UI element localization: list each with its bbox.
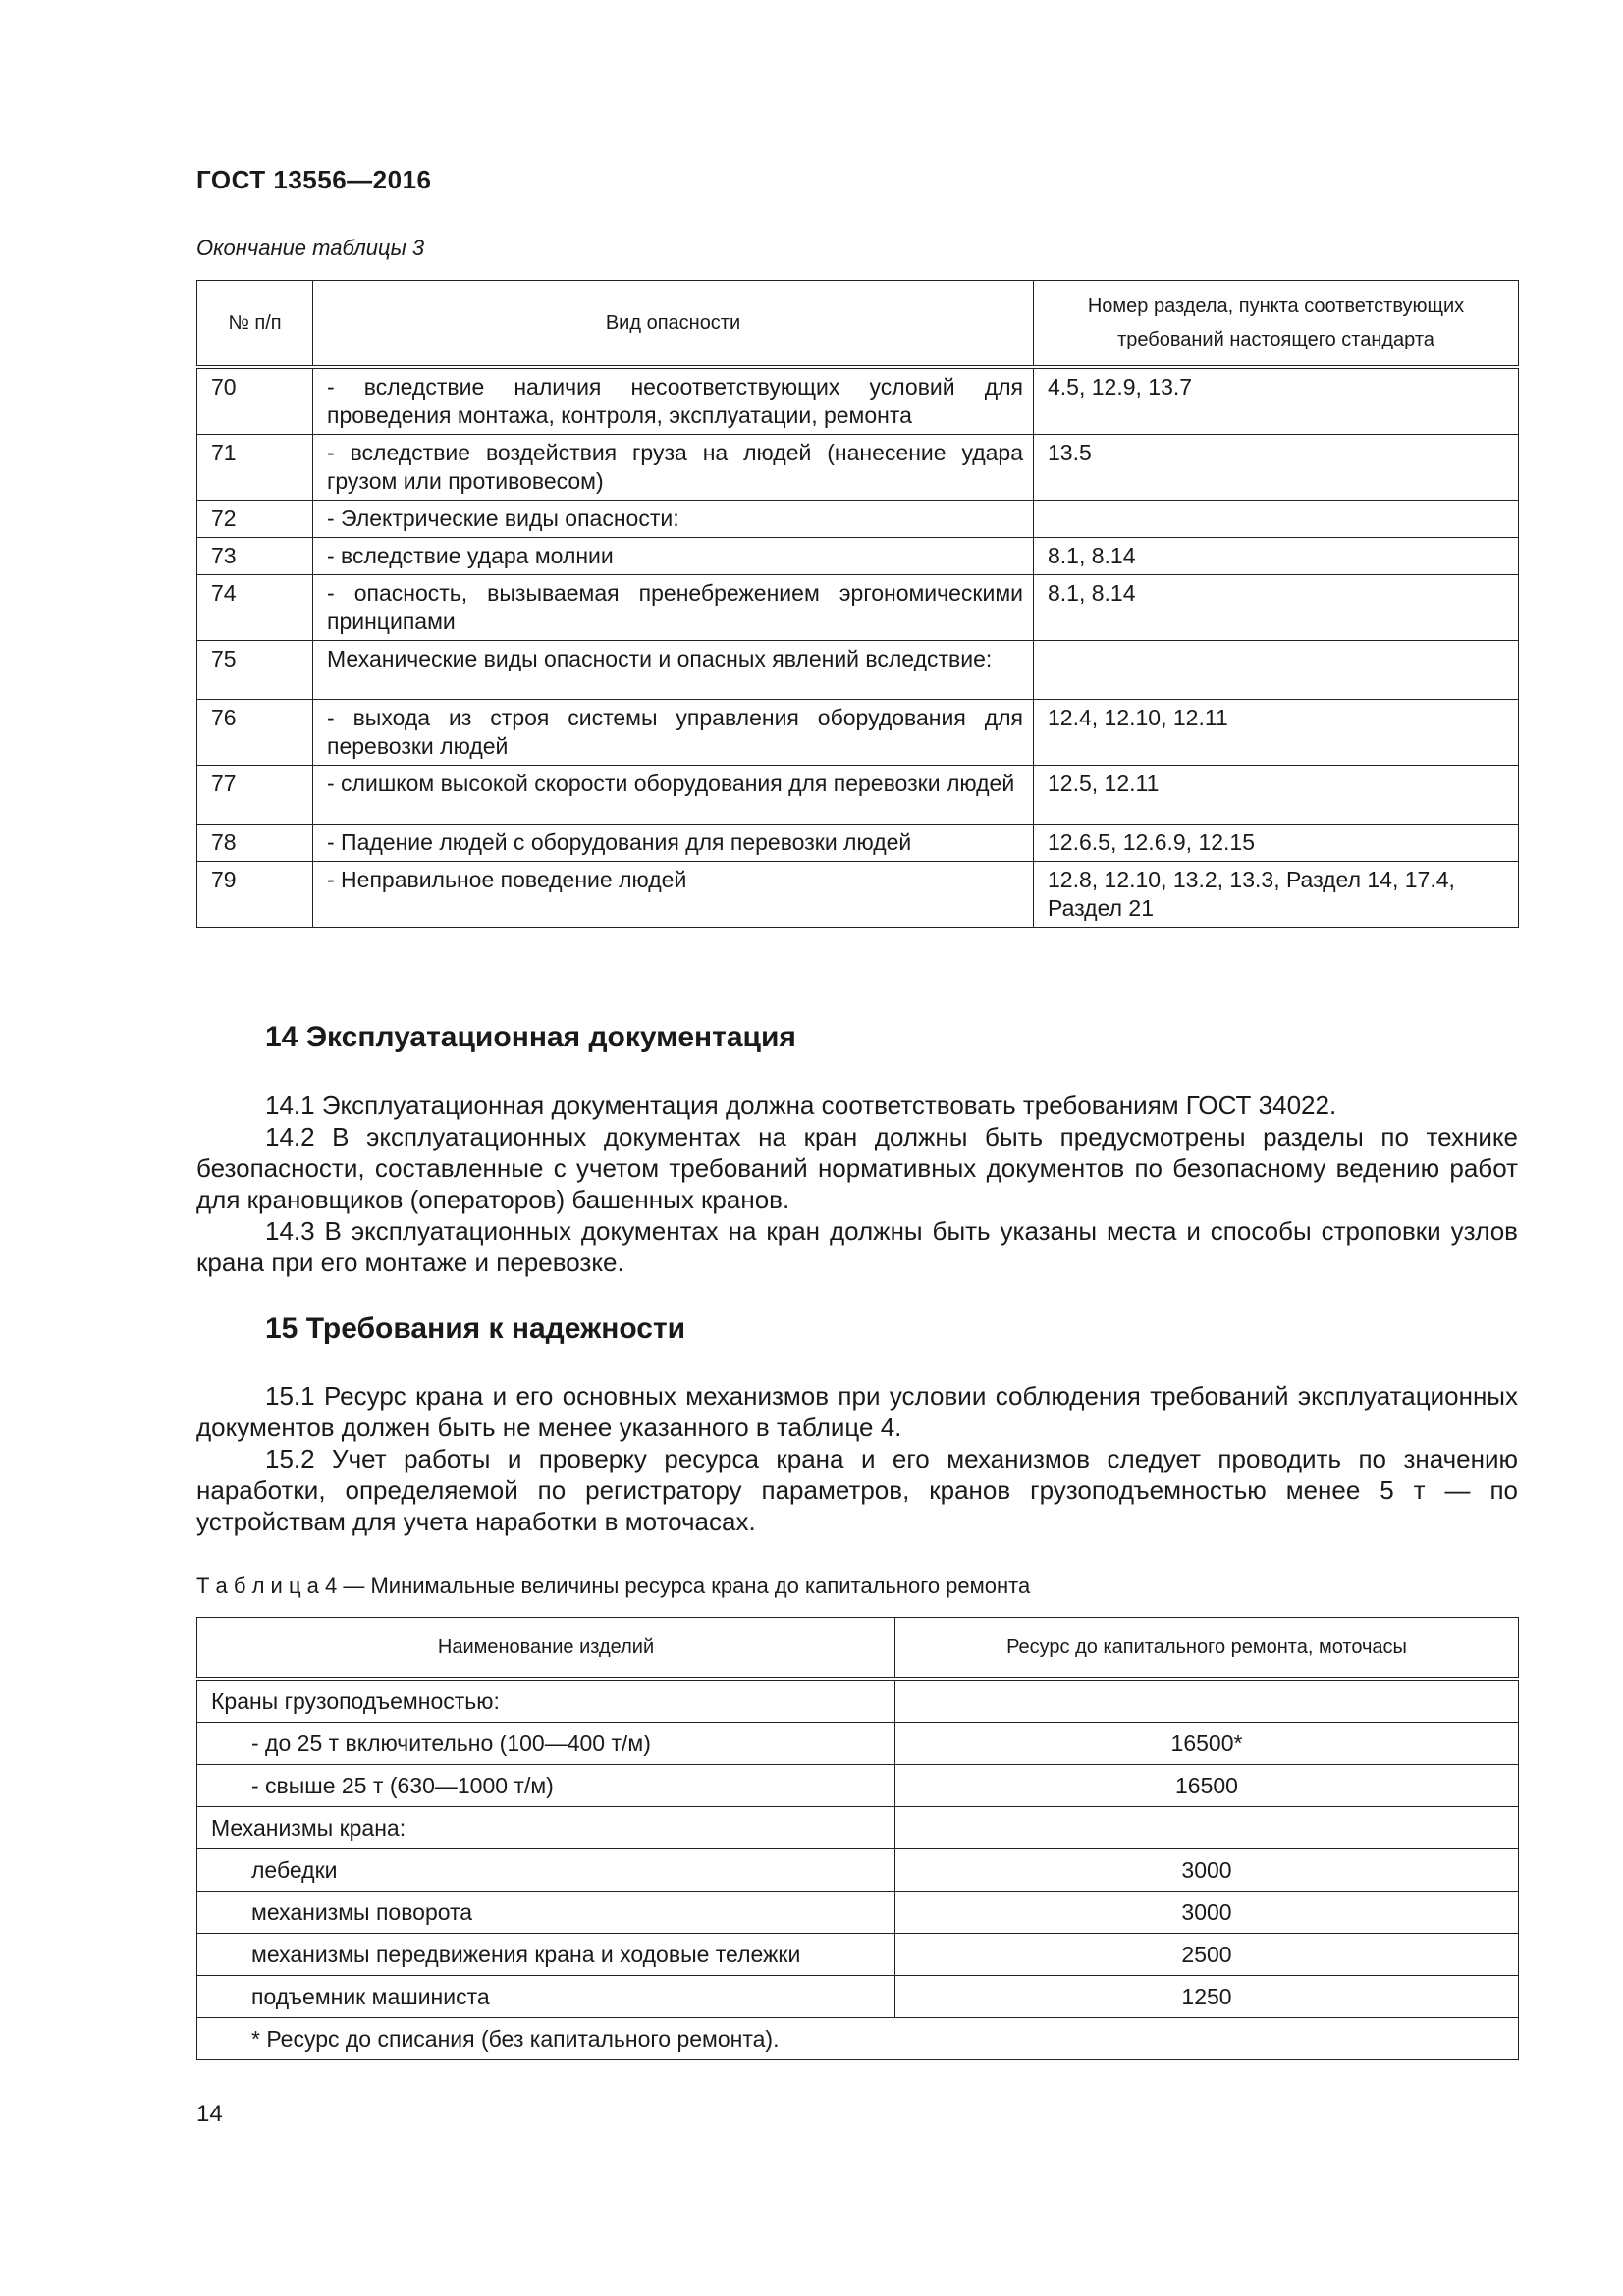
cell-hazard: - вследствие удара молнии bbox=[313, 538, 1034, 575]
section-14-title: 14 Эксплуатационная документация bbox=[265, 1021, 796, 1053]
cell-hazard: - Электрические виды опасности: bbox=[313, 501, 1034, 538]
table-row bbox=[197, 766, 1519, 825]
cell-n: 75 bbox=[197, 641, 313, 700]
cell-value bbox=[895, 1807, 1519, 1849]
table-row bbox=[197, 700, 1519, 766]
table-row bbox=[197, 1976, 1519, 2018]
table-row bbox=[197, 1934, 1519, 1976]
table-row bbox=[197, 435, 1519, 501]
cell-name: - свыше 25 т (630—1000 т/м) bbox=[197, 1765, 895, 1807]
cell-ref: 12.6.5, 12.6.9, 12.15 bbox=[1034, 825, 1519, 862]
col-header-reference: Номер раздела, пункта соответствующих требований настоящего стандарта bbox=[1034, 281, 1519, 368]
cell-name: механизмы поворота bbox=[197, 1892, 895, 1934]
cell-hazard: - вследствие наличия несоответствующих условий для проведения монтажа, контроля, эксплуатации, ремонта bbox=[313, 367, 1034, 435]
cell-hazard: - Падение людей с оборудования для перевозки людей bbox=[313, 825, 1034, 862]
paragraph-14-3: 14.3 В эксплуатационных документах на кран должны быть указаны места и способы строповки узлов крана при его монтаже и перевозке. bbox=[196, 1216, 1518, 1277]
table-3 bbox=[196, 280, 1519, 928]
cell-ref: 4.5, 12.9, 13.7 bbox=[1034, 367, 1519, 435]
cell-ref bbox=[1034, 501, 1519, 538]
table-row bbox=[197, 825, 1519, 862]
section-15-title: 15 Требования к надежности bbox=[265, 1312, 686, 1345]
cell-ref: 12.5, 12.11 bbox=[1034, 766, 1519, 825]
cell-hazard: - вследствие воздействия груза на людей (нанесение удара грузом или противовесом) bbox=[313, 435, 1034, 501]
table-row bbox=[197, 1892, 1519, 1934]
table-row bbox=[197, 367, 1519, 435]
cell-value: 16500 bbox=[895, 1765, 1519, 1807]
cell-value: 16500* bbox=[895, 1723, 1519, 1765]
cell-name: лебедки bbox=[197, 1849, 895, 1892]
table-row bbox=[197, 862, 1519, 928]
cell-value bbox=[895, 1679, 1519, 1723]
page-number: 14 bbox=[196, 2101, 223, 2127]
cell-name: Механизмы крана: bbox=[197, 1807, 895, 1849]
cell-ref: 8.1, 8.14 bbox=[1034, 538, 1519, 575]
cell-ref: 12.8, 12.10, 13.2, 13.3, Раздел 14, 17.4, Раздел 21 bbox=[1034, 862, 1519, 928]
cell-hazard: Механические виды опасности и опасных явлений вследствие: bbox=[313, 641, 1034, 700]
cell-name: подъемник машиниста bbox=[197, 1976, 895, 2018]
table-row bbox=[197, 1765, 1519, 1807]
cell-value: 3000 bbox=[895, 1892, 1519, 1934]
cell-hazard: - слишком высокой скорости оборудования для перевозки людей bbox=[313, 766, 1034, 825]
cell-hazard: - Неправильное поведение людей bbox=[313, 862, 1034, 928]
col-header-resource: Ресурс до капитального ремонта, моточасы bbox=[895, 1618, 1519, 1680]
cell-hazard: - опасность, вызываемая пренебрежением эргономическими принципами bbox=[313, 575, 1034, 641]
table-row bbox=[197, 641, 1519, 700]
cell-ref: 12.4, 12.10, 12.11 bbox=[1034, 700, 1519, 766]
cell-ref bbox=[1034, 641, 1519, 700]
table-row bbox=[197, 538, 1519, 575]
table-row bbox=[197, 1849, 1519, 1892]
col-header-number: № п/п bbox=[197, 281, 313, 368]
cell-name: - до 25 т включительно (100—400 т/м) bbox=[197, 1723, 895, 1765]
table-4 bbox=[196, 1617, 1519, 2060]
cell-value: 1250 bbox=[895, 1976, 1519, 2018]
cell-ref: 13.5 bbox=[1034, 435, 1519, 501]
table4-caption: Т а б л и ц а 4 — Минимальные величины ресурса крана до капитального ремонта bbox=[196, 1574, 1031, 1598]
cell-n: 79 bbox=[197, 862, 313, 928]
cell-ref: 8.1, 8.14 bbox=[1034, 575, 1519, 641]
cell-name: механизмы передвижения крана и ходовые тележки bbox=[197, 1934, 895, 1976]
cell-n: 72 bbox=[197, 501, 313, 538]
cell-hazard: - выхода из строя системы управления оборудования для перевозки людей bbox=[313, 700, 1034, 766]
cell-n: 78 bbox=[197, 825, 313, 862]
cell-n: 77 bbox=[197, 766, 313, 825]
table-row bbox=[197, 1723, 1519, 1765]
cell-n: 73 bbox=[197, 538, 313, 575]
cell-value: 2500 bbox=[895, 1934, 1519, 1976]
section-15-body bbox=[196, 1380, 1518, 1537]
paragraph-15-1: 15.1 Ресурс крана и его основных механизмов при условии соблюдения требований эксплуатационных документов должен быть не менее указанного в таблице 4. bbox=[196, 1381, 1518, 1442]
paragraph-14-2: 14.2 В эксплуатационных документах на кран должны быть предусмотрены разделы по технике безопасности, составленные с учетом требований нормативных документов по безопасному ведению работ для крановщиков (операторов) башенных кранов. bbox=[196, 1122, 1518, 1214]
table-row bbox=[197, 501, 1519, 538]
table-row bbox=[197, 575, 1519, 641]
cell-n: 76 bbox=[197, 700, 313, 766]
cell-value: 3000 bbox=[895, 1849, 1519, 1892]
section-14-body bbox=[196, 1090, 1518, 1278]
table-row bbox=[197, 1807, 1519, 1849]
paragraph-15-2: 15.2 Учет работы и проверку ресурса крана и его механизмов следует проводить по значению наработки, определяемой по регистратору параметров, кранов грузоподъемностью менее 5 т — по устройствам для учета наработки в моточасах. bbox=[196, 1444, 1518, 1536]
table3-caption: Окончание таблицы 3 bbox=[196, 236, 425, 260]
cell-n: 70 bbox=[197, 367, 313, 435]
cell-n: 71 bbox=[197, 435, 313, 501]
col-header-hazard: Вид опасности bbox=[313, 281, 1034, 368]
table4-footnote: * Ресурс до списания (без капитального ремонта). bbox=[197, 2018, 1519, 2060]
paragraph-14-1: 14.1 Эксплуатационная документация должна соответствовать требованиям ГОСТ 34022. bbox=[265, 1091, 1337, 1120]
col-header-item: Наименование изделий bbox=[197, 1618, 895, 1680]
cell-name: Краны грузоподъемностью: bbox=[197, 1679, 895, 1723]
document-header: ГОСТ 13556—2016 bbox=[196, 165, 432, 194]
cell-n: 74 bbox=[197, 575, 313, 641]
table-row bbox=[197, 1679, 1519, 1723]
